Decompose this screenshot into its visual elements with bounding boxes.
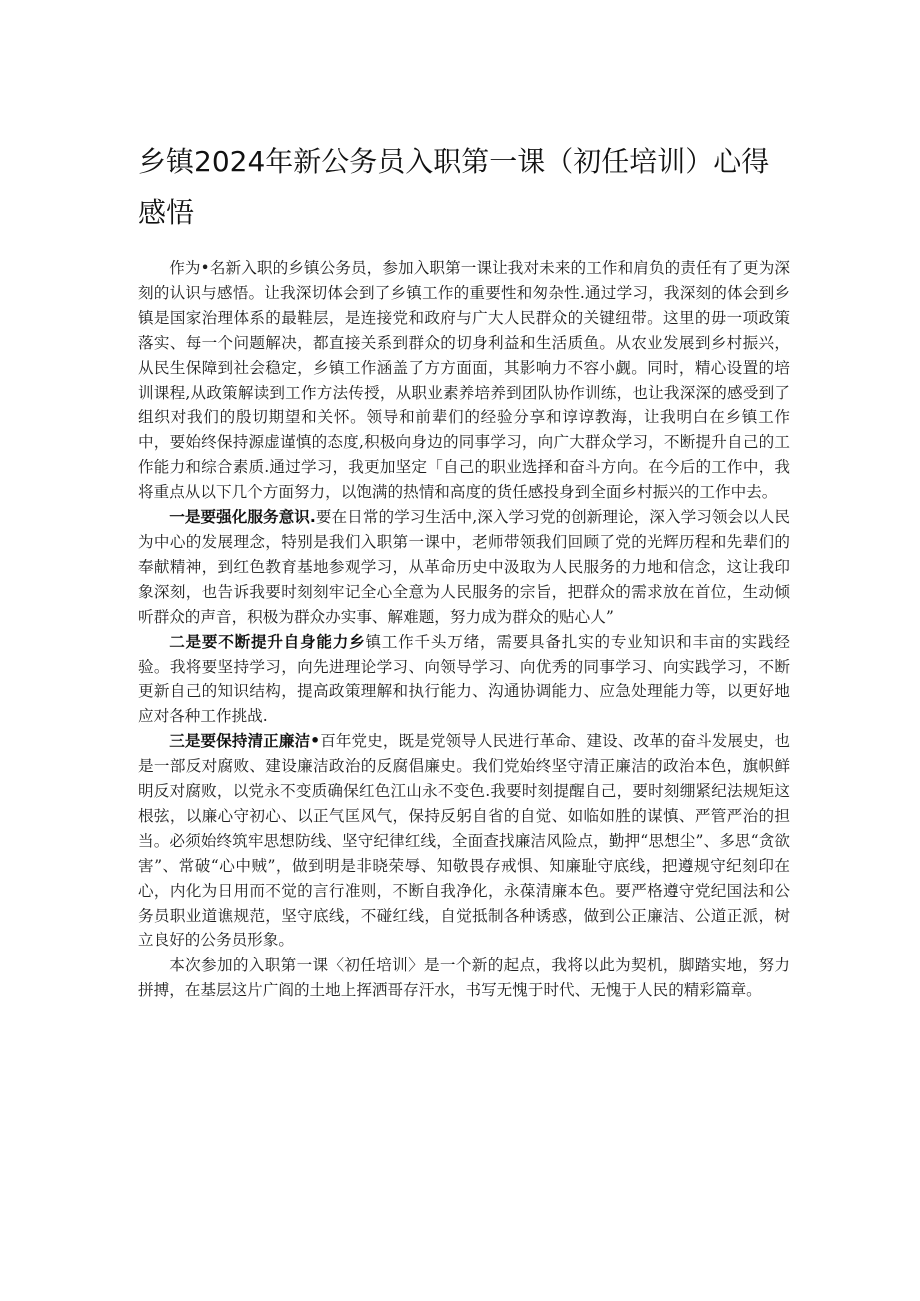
paragraph-integrity [138,729,790,953]
paragraph-integrity-lead: 三是要保持清正廉洁• [169,732,321,751]
paragraph-intro-text: 作为•名新入职的乡镇公务员，参加入职第一课让我对未来的工作和肩负的责任有了更为深刻的认识与感悟。让我深切体会到了乡镇工作的重要性和匆杂性.通过学习，我深刻的体会到乡镇是国家治理体系的最鞋层，是连接党和政府与广大人民群众的关键纽带。这里的毋一项政策落实、每一个问题解决，都直接关系到群众的切身利益和生活质鱼。从农业发展到乡村振兴，从民生保障到社会稳定，乡镇工作涵盖了方方面面，其影响力不容小觑。同时，精心设置的培训课程,从政策解读到工作方法传授，从职业素养培养到团队协作训练，也让我深深的感受到了组织对我们的殷切期望和关怀。领导和前辈们的经验分享和谆谆教海，让我明白在乡镇工作中，要始终保持源虚谨慎的态度,积极向身边的同事学习，向广大群众学习，不断提升自己的工作能力和综合素质.通过学习，我更加坚定「自己的职业选择和奋斗方向。在今后的工作中，我将重点从以下几个方面努力，以饱满的热情和高度的货任感投身到全面乡村振兴的工作中去。 [138,259,790,502]
paragraph-intro [138,256,790,505]
paragraph-service-text: 要在日常的学习生活中,深入学习党的创新理论，深入学习领会以人民为中心的发展理念，特别是我们入职第一课中，老师带领我们回顾了党的光辉历程和先辈们的奉献精神，到红色教育基地参观学习，从革命历史中汲取为人民服务的力地和信念，这让我印象深刻，也告诉我要时刻刻牢记全心全意为人民服务的宗旨，把群众的需求放在首位，生动倾听群众的声音，积极为群众办实事、解难题，努力成为群众的贴心人” [138,508,790,626]
paragraph-ability-lead: 二是要不断提升自身能力乡 [169,632,366,651]
paragraph-integrity-text: 百年党史，既是党领导人民进行革命、建设、改革的奋斗发展史，也是一部反对腐败、建设廉洁政治的反腐倡廉史。我们党始终坚守清正廉洁的政治本色，旗帜鲜明反对腐败，以党永不变质确保红色江山永不变色.我要时刻提醒自己，要时刻绷紧纪法规矩这根弦，以廉心守初心、以正气匡风气，保持反躬自省的自觉、如临如胜的谋慎、严管严治的担当。必须始终筑牢思想防线、坚守纪律红线，全面查找廉洁风险点，勤押“思想尘”、多思“贪欲害”、常破“心中贼”，做到明是非晓荣辱、知敬畏存戒惧、知廉耻守底线，把遵规守纪刻印在心，内化为日用而不觉的言行准则，不断自我净化，永葆清廉本色。要严格遵守党纪国法和公务员职业道谯规范，坚守底线，不碰红线，自觉抵制各种诱惑，做到公正廉洁、公道正派，树立良好的公务员形象。 [138,732,790,950]
paragraph-service [138,505,790,630]
paragraph-ability [138,630,790,730]
paragraph-ability-text: 镇工作千头万绪，需要具备扎实的专业知识和丰亩的实践经验。我将要坚持学习，向先进理论学习、向领导学习、向优秀的同事学习、向实践学习，不断更新自己的知识结构，提高政策理解和执行能力、沟通协调能力、应急处理能力等，以更好地应对各种工作挑战. [138,632,790,726]
paragraph-conclusion-text: 本次参加的入职第一课〈初任培训〉是一个新的起点，我将以此为契机，脚踏实地，努力拼搏，在基层这片广阎的土地上挥洒哥存汗水，书写无愧于时代、无愧于人民的精彩篇章。 [138,956,790,1000]
document-title: 乡镇2024年新公务员入职第一课（初任培训）心得感悟 [138,145,770,229]
paragraph-conclusion [138,953,790,1003]
paragraph-service-lead: 一是要强化服务意识. [169,508,316,527]
document-page [138,136,790,1003]
